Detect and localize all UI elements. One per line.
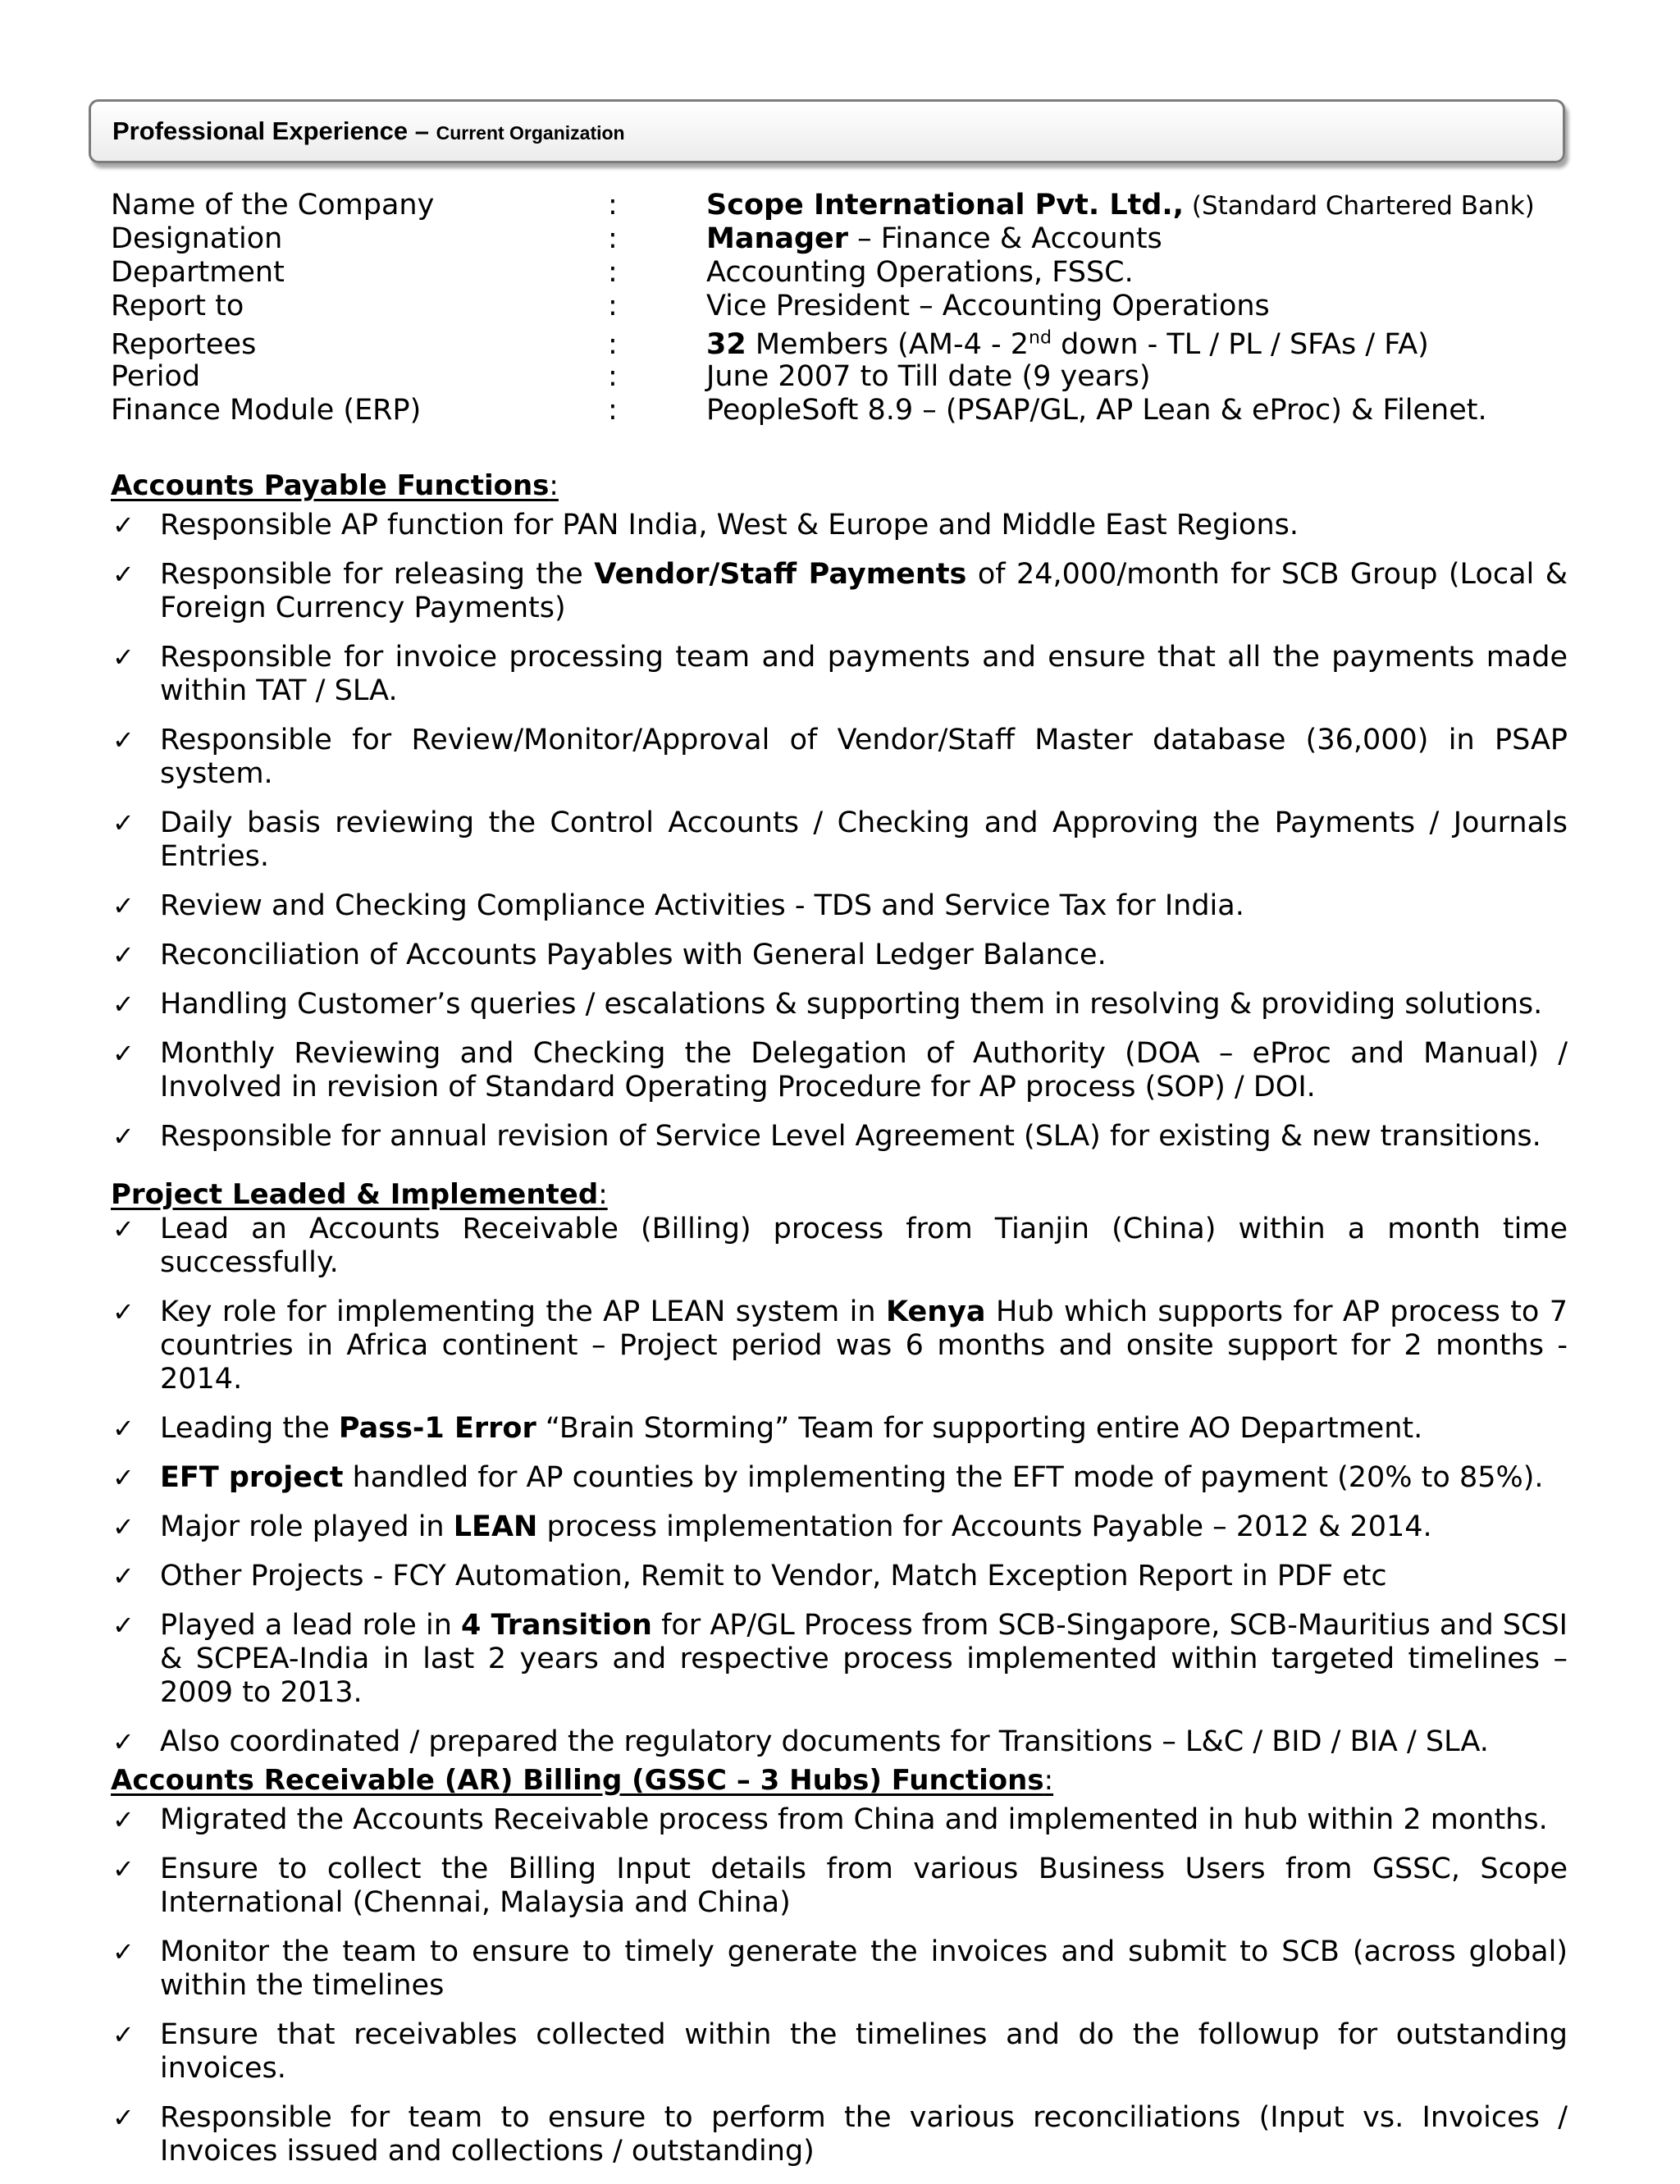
ar-functions-list [111, 1803, 1568, 2184]
list-item: ✓ Responsible for invoice processing team and payments and ensure that all the payments made within TAT / SLA. [112, 641, 1568, 707]
list-item: ✓ Played a lead role in 4 Transition for AP/GL Process from SCB-Singapore, SCB-Mauritius and SCSI & SCPEA-India in last 2 years and respective process implemented within targeted timelines – 2009 to 2013. [112, 1609, 1568, 1709]
list-item: ✓ Responsible for releasing the Vendor/Staff Payments of 24,000/month for SCB Group (Local & Foreign Currency Payments) [112, 558, 1568, 624]
checkmark-icon: ✓ [112, 559, 135, 590]
list-item: ✓ Monthly Reviewing and Checking the Delegation of Authority (DOA – eProc and Manual) / Involved in revision of Standard Operating Procedure for AP process (SOP) / DOI. [112, 1037, 1568, 1103]
list-item: ✓ Key role for implementing the AP LEAN system in Kenya Hub which supports for AP process to 7 countries in Africa continent – Project period was 6 months and onsite support for 2 months - 2014. [112, 1295, 1568, 1396]
list-item: ✓ EFT project handled for AP counties by implementing the EFT mode of payment (20% to 85%). [112, 1461, 1544, 1494]
list-item: ✓ Major role played in LEAN process implementation for Accounts Payable – 2012 & 2014. [112, 1510, 1432, 1543]
checkmark-icon: ✓ [112, 1038, 135, 1069]
checkmark-icon: ✓ [112, 1213, 135, 1245]
checkmark-icon: ✓ [112, 807, 135, 838]
projects-heading: Project Leaded & Implemented: [111, 1178, 608, 1211]
checkmark-icon: ✓ [112, 1413, 135, 1444]
checkmark-icon: ✓ [112, 989, 135, 1020]
checkmark-icon: ✓ [112, 1560, 135, 1592]
list-item: ✓ Responsible for team to ensure to perform the various reconciliations (Input vs. Invoices / Invoices issued and collections / outstanding) [112, 2101, 1568, 2168]
checkmark-icon: ✓ [112, 1610, 135, 1641]
list-item: ✓ Responsible AP function for PAN India, West & Europe and Middle East Regions. [112, 509, 1299, 541]
ar-functions-heading: Accounts Receivable (AR) Billing (GSSC – 3 Hubs) Functions: [111, 1764, 1054, 1797]
section-subtitle: Current Organization [436, 122, 625, 144]
checkmark-icon: ✓ [112, 1804, 135, 1835]
list-item: ✓ Ensure to collect the Billing Input details from various Business Users from GSSC, Scope International (Chennai, Malaysia and China) [112, 1853, 1568, 1919]
list-item: ✓ Leading the Pass-1 Error “Brain Storming” Team for supporting entire AO Department. [112, 1412, 1423, 1445]
list-item: ✓ Daily basis reviewing the Control Accounts / Checking and Approving the Payments / Journals Entries. [112, 806, 1568, 873]
list-item: ✓ Handling Customer’s queries / escalations & supporting them in resolving & providing solutions. [112, 988, 1543, 1021]
list-item: ✓ Reconciliation of Accounts Payables with General Ledger Balance. [112, 939, 1107, 971]
list-item: ✓ Responsible for Review/Monitor/Approval of Vendor/Staff Master database (36,000) in PSAP system. [112, 724, 1568, 790]
list-item: ✓ Other Projects - FCY Automation, Remit to Vendor, Match Exception Report in PDF etc [112, 1560, 1387, 1592]
list-item: ✓ Migrated the Accounts Receivable process from China and implemented in hub within 2 months. [112, 1803, 1548, 1836]
section-header-box [89, 99, 1565, 163]
list-item: ✓ Ensure that receivables collected within the timelines and do the followup for outstanding invoices. [112, 2018, 1568, 2085]
list-item: ✓ Lead an Accounts Receivable (Billing) process from Tianjin (China) within a month time successfully. [112, 1213, 1568, 1279]
checkmark-icon: ✓ [112, 890, 135, 921]
checkmark-icon: ✓ [112, 1462, 135, 1493]
checkmark-icon: ✓ [112, 509, 135, 541]
checkmark-icon: ✓ [112, 2019, 135, 2050]
checkmark-icon: ✓ [112, 1853, 135, 1885]
checkmark-icon: ✓ [112, 1726, 135, 1757]
checkmark-icon: ✓ [112, 642, 135, 673]
checkmark-icon: ✓ [112, 1121, 135, 1152]
projects-list [111, 1213, 1568, 1775]
checkmark-icon: ✓ [112, 1936, 135, 1967]
list-item: ✓ Responsible for annual revision of Service Level Agreement (SLA) for existing & new transitions. [112, 1120, 1541, 1153]
section-title: Professional Experience – Current Organization [112, 117, 625, 145]
list-item: ✓ Also coordinated / prepared the regulatory documents for Transitions – L&C / BID / BIA / SLA. [112, 1725, 1489, 1758]
checkmark-icon: ✓ [112, 1296, 135, 1327]
list-item: ✓ Monitor the team to ensure to timely generate the invoices and submit to SCB (across global) within the timelines [112, 1935, 1568, 2002]
ap-functions-heading: Accounts Payable Functions: [111, 469, 559, 502]
ap-functions-list [111, 509, 1568, 1169]
checkmark-icon: ✓ [112, 724, 135, 756]
list-item: ✓ Review and Checking Compliance Activities - TDS and Service Tax for India. [112, 889, 1244, 922]
checkmark-icon: ✓ [112, 1511, 135, 1542]
checkmark-icon: ✓ [112, 939, 135, 971]
checkmark-icon: ✓ [112, 2102, 135, 2133]
